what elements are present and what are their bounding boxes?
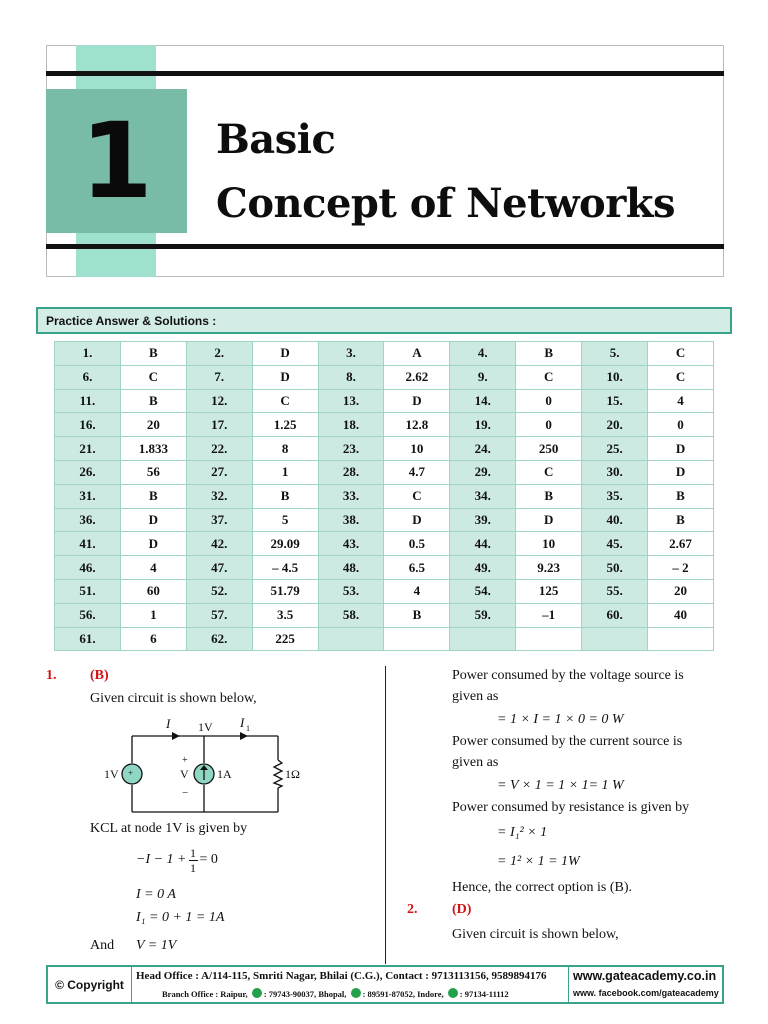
question-number-cell: 51. [55, 579, 121, 603]
answer-value-cell: D [120, 508, 186, 532]
answer-value-cell: B [648, 484, 714, 508]
question-number-cell: 34. [450, 484, 516, 508]
power-vsrc-equation: = 1 × I = 1 × 0 = 0 W [497, 712, 624, 727]
question-number-cell: 54. [450, 579, 516, 603]
circuit-label-node: 1V [198, 720, 213, 734]
answer-table [54, 341, 714, 651]
chapter-rule-top [46, 71, 724, 76]
equation-I1: I₁ = 0 + 1 = 1A [136, 910, 225, 925]
question-number-cell: 48. [318, 556, 384, 580]
question-number-cell: 52. [186, 579, 252, 603]
power-vsrc-line1: Power consumed by the voltage source is [452, 668, 684, 683]
solution-2-number: 2. [407, 902, 418, 917]
whatsapp-icon [252, 988, 262, 998]
circuit-label-I1-sub: 1 [246, 724, 250, 733]
fraction-denominator: 1 [190, 860, 197, 875]
answer-value-cell: 20 [648, 579, 714, 603]
answer-value-cell: 2.62 [384, 365, 450, 389]
answer-value-cell: 60 [120, 579, 186, 603]
answer-value-cell: 225 [252, 627, 318, 651]
power-isrc-line1: Power consumed by the current source is [452, 734, 683, 749]
question-number-cell: 11. [55, 389, 121, 413]
answer-value-cell: 5 [252, 508, 318, 532]
question-number-cell: 29. [450, 460, 516, 484]
question-number-cell: 57. [186, 603, 252, 627]
practice-heading: Practice Answer & Solutions : [36, 307, 732, 334]
answer-value-cell: 3.5 [252, 603, 318, 627]
question-number-cell: 55. [582, 579, 648, 603]
question-number-cell [450, 627, 516, 651]
question-number-cell: 45. [582, 532, 648, 556]
circuit-label-I: I [166, 716, 171, 731]
footer-copyright: © Copyright [48, 967, 132, 1002]
question-number-cell [318, 627, 384, 651]
kcl-statement: KCL at node 1V is given by [90, 821, 248, 836]
answer-row [55, 556, 714, 580]
answer-value-cell [648, 627, 714, 651]
answer-value-cell: D [252, 365, 318, 389]
answer-value-cell: 4 [384, 579, 450, 603]
power-vsrc-line2: given as [452, 689, 499, 704]
question-number-cell: 13. [318, 389, 384, 413]
question-number-cell: 46. [55, 556, 121, 580]
answer-value-cell: 40 [648, 603, 714, 627]
answer-value-cell: B [648, 508, 714, 532]
footer-bhopal-phone: : 89591-87052, [362, 989, 415, 999]
answer-value-cell: C [648, 342, 714, 366]
answer-value-cell: D [120, 532, 186, 556]
power-res-line1: Power consumed by resistance is given by [452, 800, 690, 815]
answer-row [55, 627, 714, 651]
answer-value-cell: 250 [516, 437, 582, 461]
answer-value-cell: 1.833 [120, 437, 186, 461]
circuit-label-vsrc-plus: + [128, 768, 134, 778]
answer-value-cell: 0.5 [384, 532, 450, 556]
question-number-cell: 40. [582, 508, 648, 532]
footer-indore-phone: : 97134-11112 [459, 989, 509, 999]
solution-2-intro: Given circuit is shown below, [452, 927, 619, 942]
question-number-cell: 30. [582, 460, 648, 484]
answer-value-cell: C [648, 365, 714, 389]
question-number-cell: 58. [318, 603, 384, 627]
question-number-cell: 18. [318, 413, 384, 437]
question-number-cell: 19. [450, 413, 516, 437]
answer-value-cell: 1.25 [252, 413, 318, 437]
question-number-cell: 37. [186, 508, 252, 532]
answer-row [55, 484, 714, 508]
answer-value-cell: 0 [648, 413, 714, 437]
answer-value-cell: 4 [648, 389, 714, 413]
question-number-cell: 6. [55, 365, 121, 389]
answer-value-cell [516, 627, 582, 651]
answer-value-cell: D [516, 508, 582, 532]
question-number-cell: 61. [55, 627, 121, 651]
answer-value-cell: 0 [516, 413, 582, 437]
answer-value-cell: D [648, 460, 714, 484]
power-res-equation1: = I₁² × 1 [497, 825, 548, 840]
answer-value-cell: B [516, 342, 582, 366]
circuit-label-V: V [180, 767, 189, 781]
answer-value-cell: D [384, 508, 450, 532]
equation-V: V = 1V [136, 938, 177, 953]
answer-value-cell: 6.5 [384, 556, 450, 580]
answer-value-cell: A [384, 342, 450, 366]
answer-value-cell: C [384, 484, 450, 508]
answer-value-cell: 10 [384, 437, 450, 461]
answer-value-cell: 51.79 [252, 579, 318, 603]
answer-value-cell: C [252, 389, 318, 413]
answer-row [55, 389, 714, 413]
solution-1-number: 1. [46, 668, 57, 683]
question-number-cell: 36. [55, 508, 121, 532]
footer-raipur-phone: : 79743-90037, [263, 989, 317, 999]
answer-value-cell: 1 [120, 603, 186, 627]
question-number-cell: 27. [186, 460, 252, 484]
answer-row [55, 508, 714, 532]
question-number-cell: 53. [318, 579, 384, 603]
answer-value-cell: – 4.5 [252, 556, 318, 580]
answer-value-cell: 4.7 [384, 460, 450, 484]
question-number-cell: 7. [186, 365, 252, 389]
answer-value-cell: 4 [120, 556, 186, 580]
answer-value-cell [384, 627, 450, 651]
answer-value-cell: C [516, 460, 582, 484]
footer-website-link[interactable]: www.gateacademy.co.in [573, 969, 717, 983]
question-number-cell: 2. [186, 342, 252, 366]
answer-value-cell: C [120, 365, 186, 389]
equation-I: I = 0 A [136, 887, 176, 902]
chapter-title [216, 108, 675, 236]
whatsapp-icon [351, 988, 361, 998]
question-number-cell: 14. [450, 389, 516, 413]
footer-branch-label: Branch Office : Raipur, [162, 989, 248, 999]
circuit-label-vsrc: 1V [104, 767, 119, 781]
question-number-cell: 35. [582, 484, 648, 508]
question-number-cell: 56. [55, 603, 121, 627]
question-number-cell: 25. [582, 437, 648, 461]
circuit-diagram-1 [96, 712, 316, 818]
question-number-cell: 60. [582, 603, 648, 627]
circuit-label-I1: I [240, 715, 245, 730]
question-number-cell: 49. [450, 556, 516, 580]
answer-value-cell: 1 [252, 460, 318, 484]
answer-value-cell: D [384, 389, 450, 413]
question-number-cell: 16. [55, 413, 121, 437]
circuit-label-minus: − [182, 787, 189, 799]
question-number-cell: 20. [582, 413, 648, 437]
question-number-cell: 62. [186, 627, 252, 651]
answer-value-cell: D [648, 437, 714, 461]
answer-value-cell: C [516, 365, 582, 389]
chapter-title-line1: Basic [216, 116, 336, 163]
answer-value-cell: – 2 [648, 556, 714, 580]
solution-1-option: (B) [90, 668, 109, 683]
answer-row [55, 603, 714, 627]
chapter-number: 1 [80, 100, 153, 222]
power-res-equation2: = 1² × 1 = 1W [497, 854, 580, 869]
footer-branch-offices [162, 988, 509, 999]
chapter-title-line2: Concept of Networks [216, 180, 675, 227]
equation-kcl-fraction [189, 846, 198, 875]
question-number-cell [582, 627, 648, 651]
question-number-cell: 23. [318, 437, 384, 461]
question-number-cell: 22. [186, 437, 252, 461]
question-number-cell: 44. [450, 532, 516, 556]
answer-value-cell: 10 [516, 532, 582, 556]
question-number-cell: 26. [55, 460, 121, 484]
question-number-cell: 59. [450, 603, 516, 627]
question-number-cell: 12. [186, 389, 252, 413]
answer-value-cell: B [384, 603, 450, 627]
answer-value-cell: 56 [120, 460, 186, 484]
footer [46, 965, 724, 1004]
answer-value-cell: 12.8 [384, 413, 450, 437]
equation-kcl-left: −I − 1 + [136, 852, 187, 867]
answer-value-cell: –1 [516, 603, 582, 627]
question-number-cell: 33. [318, 484, 384, 508]
question-number-cell: 43. [318, 532, 384, 556]
question-number-cell: 38. [318, 508, 384, 532]
answer-row [55, 579, 714, 603]
question-number-cell: 10. [582, 365, 648, 389]
circuit-label-plus: + [182, 755, 188, 766]
question-number-cell: 24. [450, 437, 516, 461]
answer-row [55, 532, 714, 556]
answer-value-cell: 8 [252, 437, 318, 461]
answer-row [55, 413, 714, 437]
answer-value-cell: D [252, 342, 318, 366]
footer-offices [132, 967, 568, 1002]
whatsapp-icon [448, 988, 458, 998]
answer-value-cell: B [120, 389, 186, 413]
question-number-cell: 28. [318, 460, 384, 484]
question-number-cell: 9. [450, 365, 516, 389]
answer-row [55, 342, 714, 366]
question-number-cell: 31. [55, 484, 121, 508]
footer-bhopal-label: Bhopal, [318, 989, 347, 999]
question-number-cell: 41. [55, 532, 121, 556]
column-divider [385, 666, 386, 964]
solution-2-option: (D) [452, 902, 472, 917]
equation-kcl-right: = 0 [199, 852, 218, 867]
circuit-label-isrc: 1A [217, 767, 232, 781]
answer-value-cell: B [120, 484, 186, 508]
question-number-cell: 32. [186, 484, 252, 508]
power-isrc-equation: = V × 1 = 1 × 1= 1 W [497, 778, 624, 793]
answer-row [55, 460, 714, 484]
question-number-cell: 1. [55, 342, 121, 366]
answer-value-cell: 0 [516, 389, 582, 413]
question-number-cell: 5. [582, 342, 648, 366]
fraction-numerator: 1 [190, 845, 197, 860]
solution-1-intro: Given circuit is shown below, [90, 691, 257, 706]
circuit-label-res: 1Ω [285, 767, 300, 781]
question-number-cell: 21. [55, 437, 121, 461]
chapter-number-box [46, 89, 187, 233]
answer-value-cell: 2.67 [648, 532, 714, 556]
answer-value-cell: B [252, 484, 318, 508]
question-number-cell: 50. [582, 556, 648, 580]
question-number-cell: 8. [318, 365, 384, 389]
answer-value-cell: B [120, 342, 186, 366]
question-number-cell: 3. [318, 342, 384, 366]
answer-value-cell: 20 [120, 413, 186, 437]
answer-value-cell: 9.23 [516, 556, 582, 580]
conclusion-1: Hence, the correct option is (B). [452, 880, 632, 895]
and-label: And [90, 938, 115, 953]
answer-row [55, 437, 714, 461]
question-number-cell: 15. [582, 389, 648, 413]
question-number-cell: 17. [186, 413, 252, 437]
footer-head-office: Head Office : A/114-115, Smriti Nagar, Bhilai (C.G.), Contact : 9713113156, 9589894176 [136, 970, 547, 982]
power-isrc-line2: given as [452, 755, 499, 770]
chapter-rule-bottom [46, 244, 724, 249]
question-number-cell: 47. [186, 556, 252, 580]
answer-row [55, 365, 714, 389]
answer-value-cell: B [516, 484, 582, 508]
footer-web [568, 967, 722, 1002]
question-number-cell: 42. [186, 532, 252, 556]
equation-kcl [136, 842, 218, 878]
answer-value-cell: 125 [516, 579, 582, 603]
question-number-cell: 39. [450, 508, 516, 532]
question-number-cell: 4. [450, 342, 516, 366]
answer-value-cell: 6 [120, 627, 186, 651]
footer-indore-label: Indore, [417, 989, 444, 999]
footer-facebook-link[interactable]: www. facebook.com/gateacademy [573, 988, 719, 998]
answer-value-cell: 29.09 [252, 532, 318, 556]
